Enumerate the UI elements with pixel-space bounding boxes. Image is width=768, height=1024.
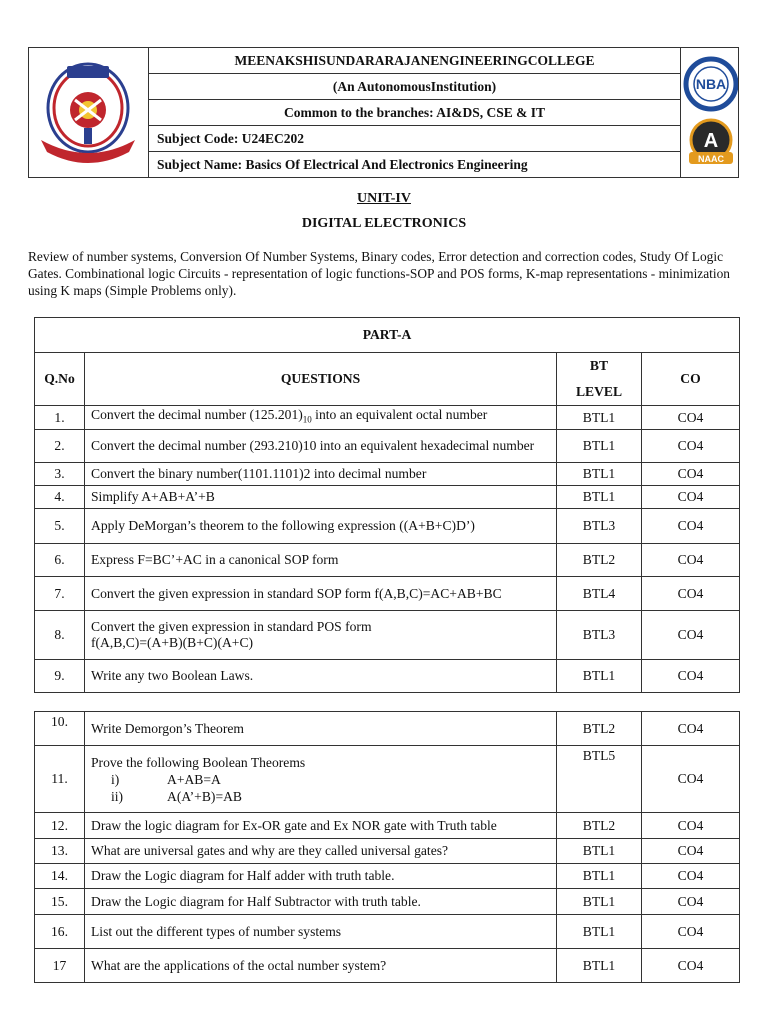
college-crest-logo — [29, 48, 148, 172]
q-text: Apply DeMorgan’s theorem to the following expression ((A+B+C)D’) — [85, 509, 557, 544]
q-co: CO4 — [642, 486, 740, 509]
q-number: 7. — [35, 577, 85, 611]
q-co: CO4 — [642, 813, 740, 839]
q-number: 3. — [35, 463, 85, 486]
q-text — [85, 746, 557, 813]
q-number: 16. — [35, 915, 85, 949]
q-number: 13. — [35, 839, 85, 864]
q-text: Draw the Logic diagram for Half Subtractor with truth table. — [85, 889, 557, 915]
table-row — [35, 712, 740, 746]
q-text: Express F=BC’+AC in a canonical SOP form — [85, 544, 557, 577]
q-number: 11. — [35, 746, 85, 813]
q-bt-level: BTL1 — [557, 915, 642, 949]
q-bt-level: BTL5 — [557, 746, 642, 813]
q-text-line1: Prove the following Boolean Theorems — [91, 754, 306, 770]
nba-accreditation-logo — [681, 48, 738, 172]
q-number: 6. — [35, 544, 85, 577]
q-text: Convert the decimal number (293.210)10 into an equivalent hexadecimal number — [85, 430, 557, 463]
college-crest-cell — [29, 48, 149, 178]
table-row — [35, 889, 740, 915]
q-number: 5. — [35, 509, 85, 544]
table-row — [35, 813, 740, 839]
q-co: CO4 — [642, 660, 740, 693]
q-bt-level: BTL2 — [557, 813, 642, 839]
q-bt-level: BTL1 — [557, 949, 642, 983]
part-a-table — [34, 317, 740, 693]
sub-item-roman: i) — [111, 771, 120, 787]
q-co: CO4 — [642, 839, 740, 864]
college-name: MEENAKSHISUNDARARAJANENGINEERINGCOLLEGE — [149, 48, 681, 74]
q-text-line1: Convert the given expression in standard POS form — [91, 619, 372, 634]
institution-type: (An AutonomousInstitution) — [149, 74, 681, 100]
q-number: 10. — [35, 712, 85, 746]
q-co: CO4 — [642, 509, 740, 544]
q-co: CO4 — [642, 949, 740, 983]
table-row — [35, 406, 740, 430]
q-text: Simplify A+AB+A’+B — [85, 486, 557, 509]
table-row — [35, 430, 740, 463]
q-bt-level: BTL3 — [557, 611, 642, 660]
q-co: CO4 — [642, 406, 740, 430]
q-co: CO4 — [642, 463, 740, 486]
q-text: What are the applications of the octal number system? — [85, 949, 557, 983]
q-text: What are universal gates and why are they called universal gates? — [85, 839, 557, 864]
table-row — [35, 544, 740, 577]
q-bt-level: BTL2 — [557, 712, 642, 746]
q-co: CO4 — [642, 577, 740, 611]
q-co: CO4 — [642, 915, 740, 949]
q-subscript: 10 — [302, 414, 312, 425]
table-row — [35, 611, 740, 660]
table-row — [35, 509, 740, 544]
q-text: List out the different types of number systems — [85, 915, 557, 949]
sub-item-text: A(A’+B)=AB — [167, 788, 242, 804]
q-bt-level: BTL2 — [557, 544, 642, 577]
q-bt-level: BTL4 — [557, 577, 642, 611]
subject-name: Subject Name: Basics Of Electrical And Electronics Engineering — [149, 152, 681, 178]
q-text — [85, 611, 557, 660]
part-a-title-row — [35, 318, 740, 353]
table-row — [35, 746, 740, 813]
col-bt-level — [557, 353, 642, 406]
naac-text: NAAC — [698, 154, 724, 164]
q-bt-level: BTL1 — [557, 430, 642, 463]
q-bt-level: BTL3 — [557, 509, 642, 544]
unit-title: DIGITAL ELECTRONICS — [301, 216, 467, 231]
q-bt-level: BTL1 — [557, 463, 642, 486]
branches: Common to the branches: AI&DS, CSE & IT — [149, 100, 681, 126]
col-co: CO — [642, 353, 740, 406]
part-a-title: PART-A — [35, 318, 740, 353]
col-qno: Q.No — [35, 353, 85, 406]
nba-text: NBA — [695, 76, 727, 92]
q-text-part: into an equivalent octal number — [311, 407, 488, 423]
syllabus-text: Review of number systems, Conversion Of Number Systems, Binary codes, Error detection and correction codes, Study Of Logic Gates. Combinational logic Circuits - representation of logic functions-SOP and POS forms, K-map representations - minimization using K maps (Simple Problems only). — [28, 249, 731, 298]
table-row — [35, 486, 740, 509]
q-co: CO4 — [642, 544, 740, 577]
q-text: Write Demorgon’s Theorem — [85, 712, 557, 746]
header-table — [28, 47, 739, 178]
q-co: CO4 — [642, 746, 740, 813]
column-header-row — [35, 353, 740, 406]
table-row — [35, 949, 740, 983]
q-number: 1. — [35, 406, 85, 430]
col-questions: QUESTIONS — [85, 353, 557, 406]
sub-item — [91, 771, 550, 788]
col-bt-line1: BT — [589, 358, 609, 373]
q-text: Write any two Boolean Laws. — [85, 660, 557, 693]
q-co: CO4 — [642, 712, 740, 746]
q-bt-level: BTL1 — [557, 406, 642, 430]
q-co: CO4 — [642, 611, 740, 660]
q-bt-level: BTL1 — [557, 889, 642, 915]
unit-number: UNIT-IV — [357, 191, 411, 206]
table-row — [35, 915, 740, 949]
q-number: 15. — [35, 889, 85, 915]
q-co: CO4 — [642, 430, 740, 463]
table-row — [35, 864, 740, 889]
sub-item-roman: ii) — [111, 788, 124, 804]
q-number: 4. — [35, 486, 85, 509]
q-number: 14. — [35, 864, 85, 889]
q-co: CO4 — [642, 889, 740, 915]
accreditation-logo-cell — [681, 48, 739, 178]
q-text-part: Convert the decimal number (125.201) — [91, 407, 303, 423]
q-text — [85, 406, 557, 430]
q-text: Draw the logic diagram for Ex-OR gate and Ex NOR gate with Truth table — [85, 813, 557, 839]
q-text: Convert the given expression in standard SOP form f(A,B,C)=AC+AB+BC — [85, 577, 557, 611]
col-bt-line2: LEVEL — [575, 384, 623, 399]
table-row — [35, 660, 740, 693]
sub-item-text: A+AB=A — [167, 771, 221, 787]
q-text: Convert the binary number(1101.1101)2 into decimal number — [85, 463, 557, 486]
q-number: 2. — [35, 430, 85, 463]
q-number: 17 — [35, 949, 85, 983]
q-bt-level: BTL1 — [557, 864, 642, 889]
q-bt-level: BTL1 — [557, 839, 642, 864]
naac-a-grade-logo — [689, 120, 733, 164]
q-text: Draw the Logic diagram for Half adder with truth table. — [85, 864, 557, 889]
q-number: 12. — [35, 813, 85, 839]
q-bt-level: BTL1 — [557, 486, 642, 509]
q-co: CO4 — [642, 864, 740, 889]
table-row — [35, 839, 740, 864]
q-number: 8. — [35, 611, 85, 660]
table-row — [35, 577, 740, 611]
q-bt-level: BTL1 — [557, 660, 642, 693]
table-row — [35, 463, 740, 486]
naac-grade-text: A — [703, 130, 719, 152]
q-number: 9. — [35, 660, 85, 693]
part-a-table-continued — [34, 711, 740, 983]
subject-code: Subject Code: U24EC202 — [149, 126, 681, 152]
q-text-line2: f(A,B,C)=(A+B)(B+C)(A+C) — [91, 635, 254, 650]
sub-item — [91, 788, 550, 805]
